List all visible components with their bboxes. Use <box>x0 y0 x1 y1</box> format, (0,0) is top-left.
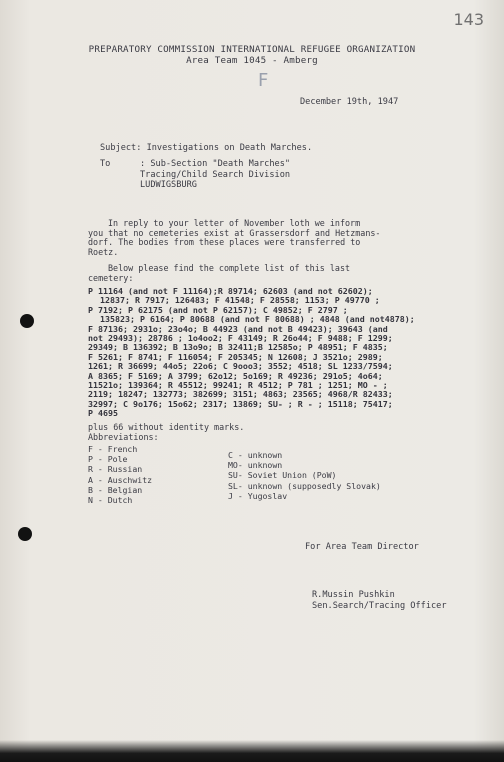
page-number: 143 <box>453 10 484 29</box>
signatory-title: Sen.Search/Tracing Officer <box>312 601 447 611</box>
letter-date: December 19th, 1947 <box>300 97 399 107</box>
paragraph-line: Roetz. <box>88 246 119 257</box>
abbreviation-item: F - French <box>88 444 138 454</box>
list-line: F 87136; 2931o; 23o4o; B 44923 (and not B 49423); 39643 (and <box>88 323 388 334</box>
abbreviations-right-column <box>228 450 381 501</box>
list-line: 2119; 18247; 132773; 382699; 3151; 4863; 23565; 4968/R 82433; <box>88 389 393 400</box>
list-line: 1261; R 36699; 44o5; 22o6; C 9ooo3; 3552; 4518; SL 1233/7594; <box>88 361 393 372</box>
subject-line: Subject: Investigations on Death Marches. <box>100 143 313 153</box>
abbreviation-item: MO- unknown <box>228 460 283 471</box>
list-line: P 11164 (and not F 11164);R 89714; 62603 (and not 62602); <box>88 286 373 296</box>
cemetery-list <box>88 287 415 419</box>
header-organization: PREPARATORY COMMISSION INTERNATIONAL REFUGEE ORGANIZATION <box>88 44 416 55</box>
list-line: 32997; C 9o176; 15o62; 2317; 13869; SU- ; R - ; 15118; 75417; <box>88 398 393 409</box>
scan-bottom-edge <box>0 740 504 762</box>
abbreviation-item: J - Yugoslav <box>228 490 288 501</box>
paragraph-line: Below please find the complete list of this last <box>108 263 351 273</box>
addressee-line: Tracing/Child Search Division <box>140 169 291 180</box>
list-line: 135823; P 6164; P 80688 (and not F 80688) ; 4848 (and not4878); <box>100 314 415 325</box>
addressee-block <box>140 159 290 191</box>
punch-hole-top <box>20 314 34 328</box>
paragraph-reply <box>88 219 380 257</box>
abbreviations-left-column <box>88 444 152 505</box>
abbreviation-item: A - Auschwitz <box>88 474 153 485</box>
paragraph-line: you that no cemeteries exist at Grassersdorf and Hetzmans- <box>88 227 381 238</box>
paragraph-line: cemetery: <box>88 272 134 283</box>
header-team: Area Team 1045 - Amberg <box>186 55 318 66</box>
abbreviation-item: C - unknown <box>228 450 283 460</box>
list-line: F 5261; F 8741; F 116054; F 205345; N 12608; J 3521o; 2989; <box>88 351 383 362</box>
list-line: 12837; R 7917; 126483; F 41548; F 28558; 1153; P 49770 ; <box>100 295 380 306</box>
abbreviation-item: R - Russian <box>88 464 143 475</box>
paragraph-line: In reply to your letter of November loth we inform <box>108 218 361 228</box>
list-line: 11521o; 139364; R 45512; 99241; R 4512; P 781 ; 1251; MO - ; <box>88 380 388 391</box>
list-line: 29349; B 136392; B 13o9o; B 32411;B 12585o; P 48951; F 4835; <box>88 342 388 353</box>
paragraph-line: dorf. The bodies from these places were transferred to <box>88 237 361 248</box>
abbreviation-item: P - Pole <box>88 454 128 465</box>
unidentified-count: plus 66 without identity marks. <box>88 422 245 432</box>
signature-for-line: For Area Team Director <box>305 542 419 552</box>
list-line: P 7192; P 62175 (and not P 62157); C 49852; F 2797 ; <box>88 304 348 315</box>
list-line: P 4695 <box>88 408 118 419</box>
abbreviation-item: B - Belgian <box>88 484 143 495</box>
paragraph-list-intro <box>88 264 350 283</box>
abbreviation-item: N - Dutch <box>88 495 133 506</box>
addressee-line: LUDWIGSBURG <box>140 180 197 191</box>
addressee-line: : Sub-Section "Death Marches" <box>140 159 291 169</box>
abbreviation-item: SL- unknown (supposedly Slovak) <box>228 480 381 491</box>
handwritten-mark: F <box>258 70 269 91</box>
list-line: not 29493); 28786 ; 1o4oo2; F 43149; R 26o44; F 9488; F 1299; <box>88 333 393 344</box>
to-label: To <box>100 159 111 169</box>
abbreviation-item: SU- Soviet Union (PoW) <box>228 470 337 481</box>
signatory-name: R.Mussin Pushkin <box>312 590 395 600</box>
abbreviations-title: Abbreviations: <box>88 432 159 442</box>
punch-hole-bottom <box>18 527 32 541</box>
list-line: A 8365; F 5169; A 3799; 62o12; 5o169; R 49236; 291o5; 4o64; <box>88 370 383 381</box>
